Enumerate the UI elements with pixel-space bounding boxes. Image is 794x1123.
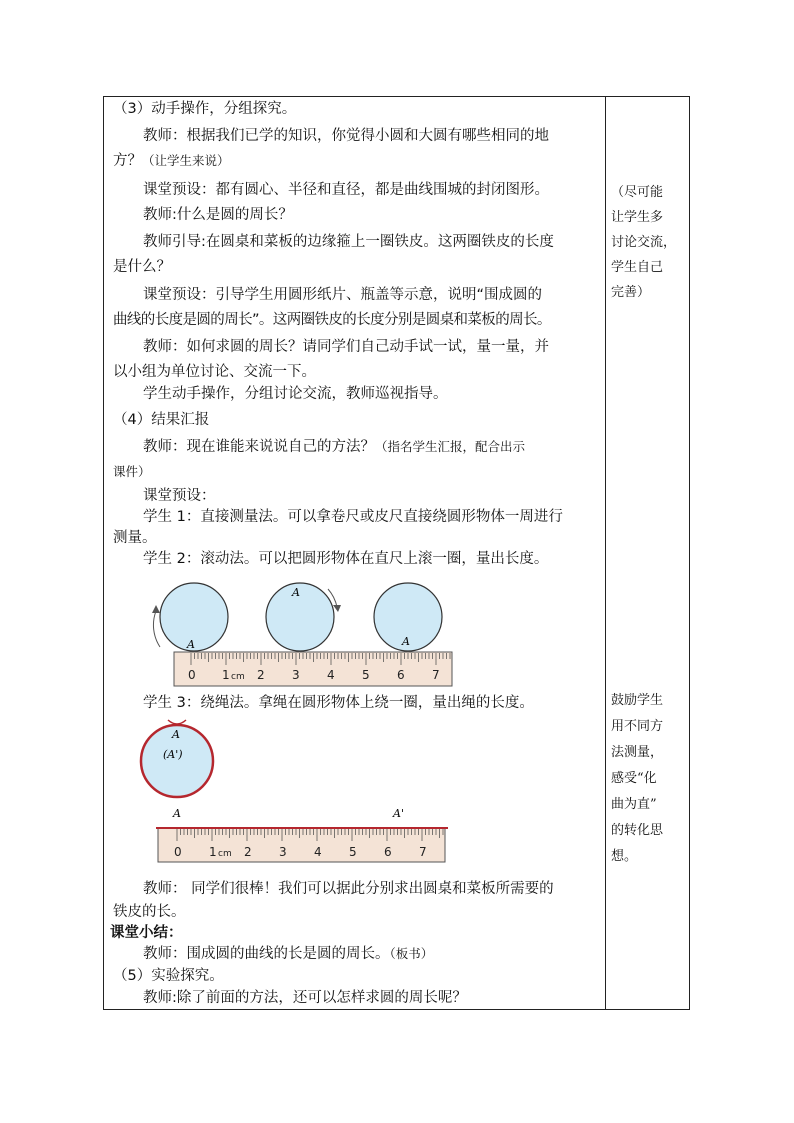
side-note-line: （尽可能: [611, 185, 664, 200]
label-a: A: [402, 635, 410, 648]
ruler-number: 0: [188, 668, 196, 682]
ruler-number: 2: [257, 668, 265, 682]
ruler-number: 1: [222, 668, 230, 682]
ruler-unit: cm: [231, 672, 245, 682]
side-note-line: 完善）: [611, 285, 651, 300]
column-divider: [605, 96, 606, 1010]
ruler-number: 4: [327, 668, 335, 682]
ruler-number: 6: [397, 668, 405, 682]
section-3-heading: （3）动手操作，分组探究。: [113, 101, 297, 117]
side-note-line: 法测量，: [611, 745, 664, 760]
text-line: 课堂预设：都有圆心、半径和直径，都是曲线围城的封闭图形。: [143, 182, 549, 198]
arrow-head: [152, 605, 160, 613]
ruler-number: 3: [279, 845, 287, 859]
text-line: 学生动手操作，分组讨论交流，教师巡视指导。: [143, 386, 448, 402]
ruler-number: 3: [292, 668, 300, 682]
arrow-head: [333, 605, 341, 612]
text-line: 课件）: [113, 464, 151, 479]
text-line: 教师：根据我们已学的知识，你觉得小圆和大圆有哪些相同的地: [143, 128, 549, 144]
label-a: A: [172, 728, 180, 741]
label-a-prime: (A'): [163, 748, 183, 761]
line-label-start: A: [173, 807, 181, 820]
text-line: 曲线的长度是圆的周长”。这两圈铁皮的长度分别是圆桌和菜板的周长。: [113, 312, 551, 328]
text-line: 教师:除了前面的方法，还可以怎样求圆的周长呢？: [143, 990, 467, 1006]
side-note-line: 讨论交流，: [611, 235, 677, 250]
text-line: 教师:什么是圆的周长？: [143, 207, 293, 223]
text-line: 教师：现在谁能来说说自己的方法？（指名学生汇报，配合出示: [143, 439, 526, 455]
ruler: [174, 652, 452, 686]
ruler-unit: cm: [218, 849, 232, 859]
label-a: A: [292, 586, 300, 599]
ruler-number: 7: [419, 845, 427, 859]
ruler-number: 0: [174, 845, 182, 859]
text-line: 学生 2：滚动法。可以把圆形物体在直尺上滚一圈，量出长度。: [143, 551, 549, 567]
side-note-line: 感受“化: [611, 771, 657, 786]
roll-arrow: [153, 611, 160, 647]
label-a: A: [187, 638, 195, 651]
ruler: [156, 828, 448, 862]
circle-2: [266, 583, 334, 651]
text-line: 测量。: [113, 530, 157, 546]
ruler-number: 4: [314, 845, 322, 859]
ruler-number: 7: [432, 668, 440, 682]
side-note-discussion: [611, 180, 687, 305]
text-line: 教师：如何求圆的周长？请同学们自己动手试一试，量一量，并: [143, 339, 549, 355]
text-line: 教师： 同学们很棒！我们可以据此分别求出圆桌和菜板所需要的: [143, 881, 554, 897]
side-note-line: 学生自己: [611, 260, 664, 275]
text-line: 教师：围成圆的曲线的长是圆的周长。（板书）: [143, 946, 434, 962]
side-note-line: 让学生多: [611, 210, 664, 225]
side-note-line: 曲为直”: [611, 797, 657, 812]
side-note-line: 鼓励学生: [611, 693, 664, 708]
ruler-number: 5: [349, 845, 357, 859]
text-line: 教师引导:在圆桌和菜板的边缘箍上一圈铁皮。这两圈铁皮的长度: [143, 234, 554, 250]
text-line: 学生 3：绕绳法。拿绳在圆形物体上绕一圈，量出绳的长度。: [143, 695, 534, 711]
text-line: 课堂预设：: [143, 488, 216, 504]
text-line: 铁皮的长。: [113, 904, 186, 920]
rope-method-figure: [130, 718, 460, 868]
text-line: 是什么？: [113, 259, 171, 275]
text-line: 学生 1：直接测量法。可以拿卷尺或皮尺直接绕圆形物体一周进行: [143, 509, 563, 525]
section-4-heading: （4）结果汇报: [113, 412, 210, 428]
side-note-line: 的转化思: [611, 823, 664, 838]
ruler-number: 2: [244, 845, 252, 859]
line-label-end: A': [393, 807, 404, 820]
section-5-heading: （5）实验探究。: [113, 968, 224, 984]
ruler-number: 5: [362, 668, 370, 682]
text-line: 以小组为单位讨论、交流一下。: [113, 364, 316, 380]
rolling-method-figure: [140, 575, 460, 690]
text-line: 方？（让学生来说）: [113, 153, 230, 169]
side-note-encourage: [611, 688, 687, 870]
text-line: 课堂预设：引导学生用圆形纸片、瓶盖等示意，说明“围成圆的: [143, 287, 543, 303]
side-note-line: 想。: [611, 849, 638, 864]
summary-heading: 课堂小结：: [110, 925, 183, 941]
ruler-number: 1: [209, 845, 217, 859]
ruler-number: 6: [384, 845, 392, 859]
side-note-line: 用不同方: [611, 719, 664, 734]
